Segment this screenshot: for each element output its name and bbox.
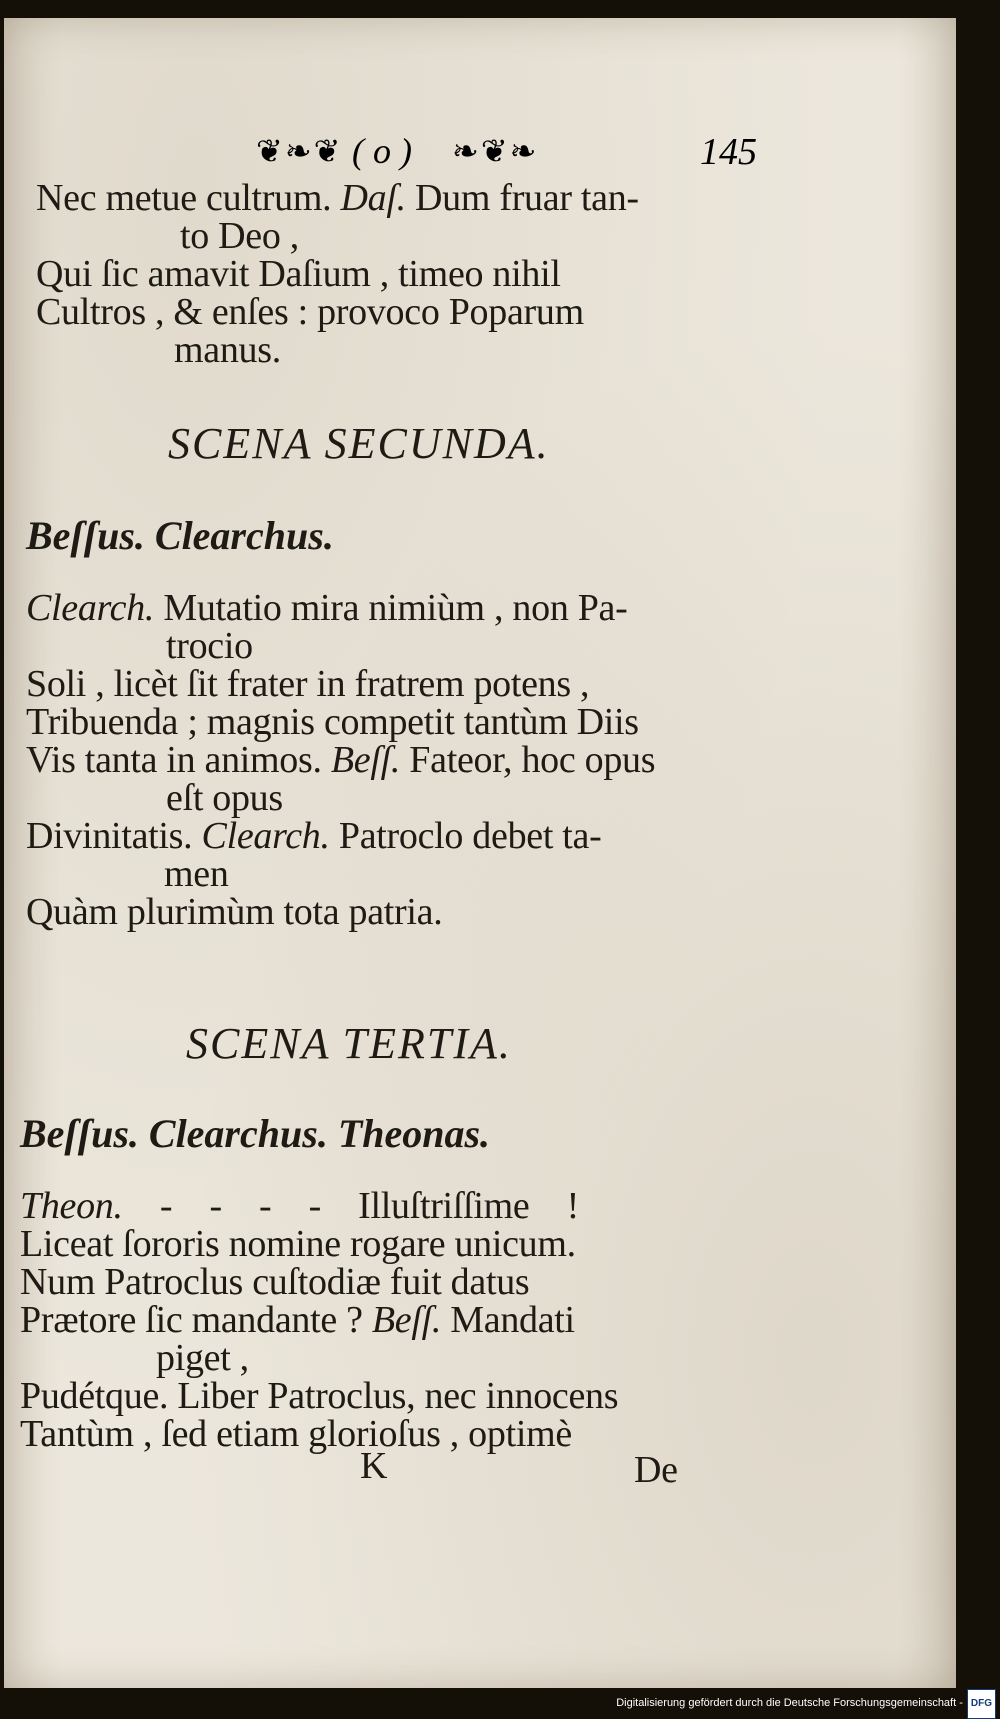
verse-text: eſt opus [166, 777, 283, 819]
verse-line [156, 1338, 249, 1379]
verse-text: Mandati [441, 1299, 575, 1341]
verse-text: Prætore ſic mandante ? [20, 1299, 372, 1341]
page-number: 145 [700, 131, 757, 173]
verse-line [36, 178, 639, 219]
verse-text: - - - - Illuſtriſſime ! [122, 1185, 579, 1227]
verse-text: Soli , licèt ſit frater in fratrem potens , [26, 663, 590, 705]
verse-line [20, 1376, 618, 1417]
verse-text: Cultros , & enſes : provoco Poparum [36, 291, 584, 333]
speaker-label: Clearch. [201, 815, 330, 857]
verse-line [26, 740, 655, 781]
verse-text: Dum fruar tan- [405, 177, 639, 219]
verse-text: Nec metue cultrum. [36, 177, 341, 219]
signature-mark: K [360, 1445, 388, 1487]
verse-text: Qui ſic amavit Daſium , timeo nihil [36, 253, 561, 295]
speaker-label: Beſſ. [330, 739, 401, 781]
verse-line [20, 1186, 579, 1227]
verse-text: manus. [174, 329, 281, 371]
verse-line [20, 1224, 576, 1265]
verse-text: Num Patroclus cuſtodiæ fuit datus [20, 1261, 530, 1303]
verse-text: to Deo , [180, 215, 299, 257]
verse-line [180, 216, 299, 257]
verse-line [26, 702, 639, 743]
verse-text: men [164, 853, 229, 895]
speaker-label: Theon. [20, 1185, 123, 1227]
verse-line [26, 892, 442, 933]
verse-line [166, 778, 283, 819]
verse-text: Patroclo debet ta- [329, 815, 602, 857]
speaker-label: Clearch. [26, 587, 155, 629]
verse-text: Pudétque. Liber Patroclus, nec innocens [20, 1375, 619, 1417]
speaker-label: Daſ. [340, 177, 406, 219]
verse-text: trocio [166, 625, 253, 667]
verse-text: Fateor, hoc opus [400, 739, 656, 781]
footer-text: Digitalisierung gefördert durch die Deutsche Forschungsgemeinschaft - [616, 1697, 963, 1709]
digitization-footer [616, 1689, 996, 1715]
ornament-right-icon: ❧❦❧ [452, 133, 539, 169]
verse-text: Liceat ſororis nomine rogare unicum. [20, 1223, 576, 1265]
verse-text: Divinitatis. [26, 815, 202, 857]
verse-line [26, 664, 589, 705]
verse-text: Vis tanta in animos. [26, 739, 331, 781]
speaker-label: Beſſ. [371, 1299, 442, 1341]
header-center: ( o ) [352, 131, 412, 171]
verse-text: piget , [156, 1337, 249, 1379]
catchword: De [634, 1449, 678, 1491]
scene2-heading: SCENA SECUNDA. [168, 419, 550, 468]
verse-line [166, 626, 253, 667]
verse-line [36, 254, 561, 295]
dfg-logo-icon: DFG [967, 1689, 996, 1719]
verse-line [26, 588, 627, 629]
verse-text: Mutatio mira nimiùm , non Pa- [154, 587, 628, 629]
verse-line [20, 1262, 529, 1303]
ornament-left-icon: ❦❧❦ [256, 133, 343, 169]
verse-line [164, 854, 229, 895]
book-page [4, 18, 956, 1688]
verse-line [20, 1414, 572, 1455]
scene3-cast: Beſſus. Clearchus. Theonas. [20, 1111, 491, 1156]
verse-text: Quàm plurimùm tota patria. [26, 891, 443, 933]
scene2-cast: Beſſus. Clearchus. [26, 513, 334, 558]
verse-line [20, 1300, 575, 1341]
verse-text: Tribuenda ; magnis competit tantùm Diis [26, 701, 639, 743]
verse-line [174, 330, 281, 371]
verse-text: Tantùm , ſed etiam glorioſus , optimè [20, 1413, 572, 1455]
scene3-heading: SCENA TERTIA. [186, 1019, 512, 1068]
verse-line [26, 816, 601, 857]
page-header [4, 130, 956, 180]
verse-line [36, 292, 584, 333]
